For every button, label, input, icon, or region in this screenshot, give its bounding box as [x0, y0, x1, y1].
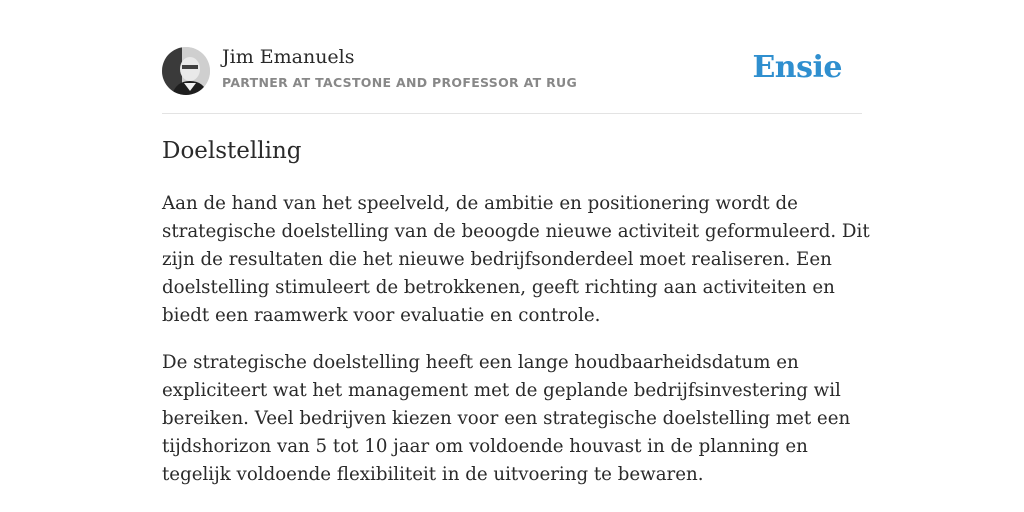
author-name[interactable]: Jim Emanuels: [222, 46, 355, 68]
author-title: PARTNER AT TACSTONE AND PROFESSOR AT RUG: [222, 75, 577, 90]
ensie-logo[interactable]: Ensie: [752, 50, 842, 85]
avatar-portrait-image: [162, 47, 210, 95]
author-avatar[interactable]: [162, 47, 210, 95]
article-paragraph-2: De strategische doelstelling heeft een lange houdbaarheidsdatum en expliciteert wat het management met de geplande bedrijfsinvestering wil bereiken. Veel bedrijven kiezen voor een strategische doelstelling met een tijdshorizon van 5 tot 10 jaar om voldoende houvast in de planning en tegelijk voldoende flexibiliteit in de uitvoering te bewaren.: [162, 352, 851, 485]
article-heading: Doelstelling: [162, 138, 302, 164]
author-header: [162, 0, 862, 114]
page-container: [162, 0, 870, 485]
article-paragraph-1: Aan de hand van het speelveld, de ambitie en positionering wordt de strategische doelstelling van de beoogde nieuwe activiteit geformuleerd. Dit zijn de resultaten die het nieuwe bedrijfsonderdeel moet realiseren. Een doelstelling stimuleert de betrokkenen, geeft richting aan activiteiten en biedt een raamwerk voor evaluatie en controle.: [162, 193, 870, 326]
